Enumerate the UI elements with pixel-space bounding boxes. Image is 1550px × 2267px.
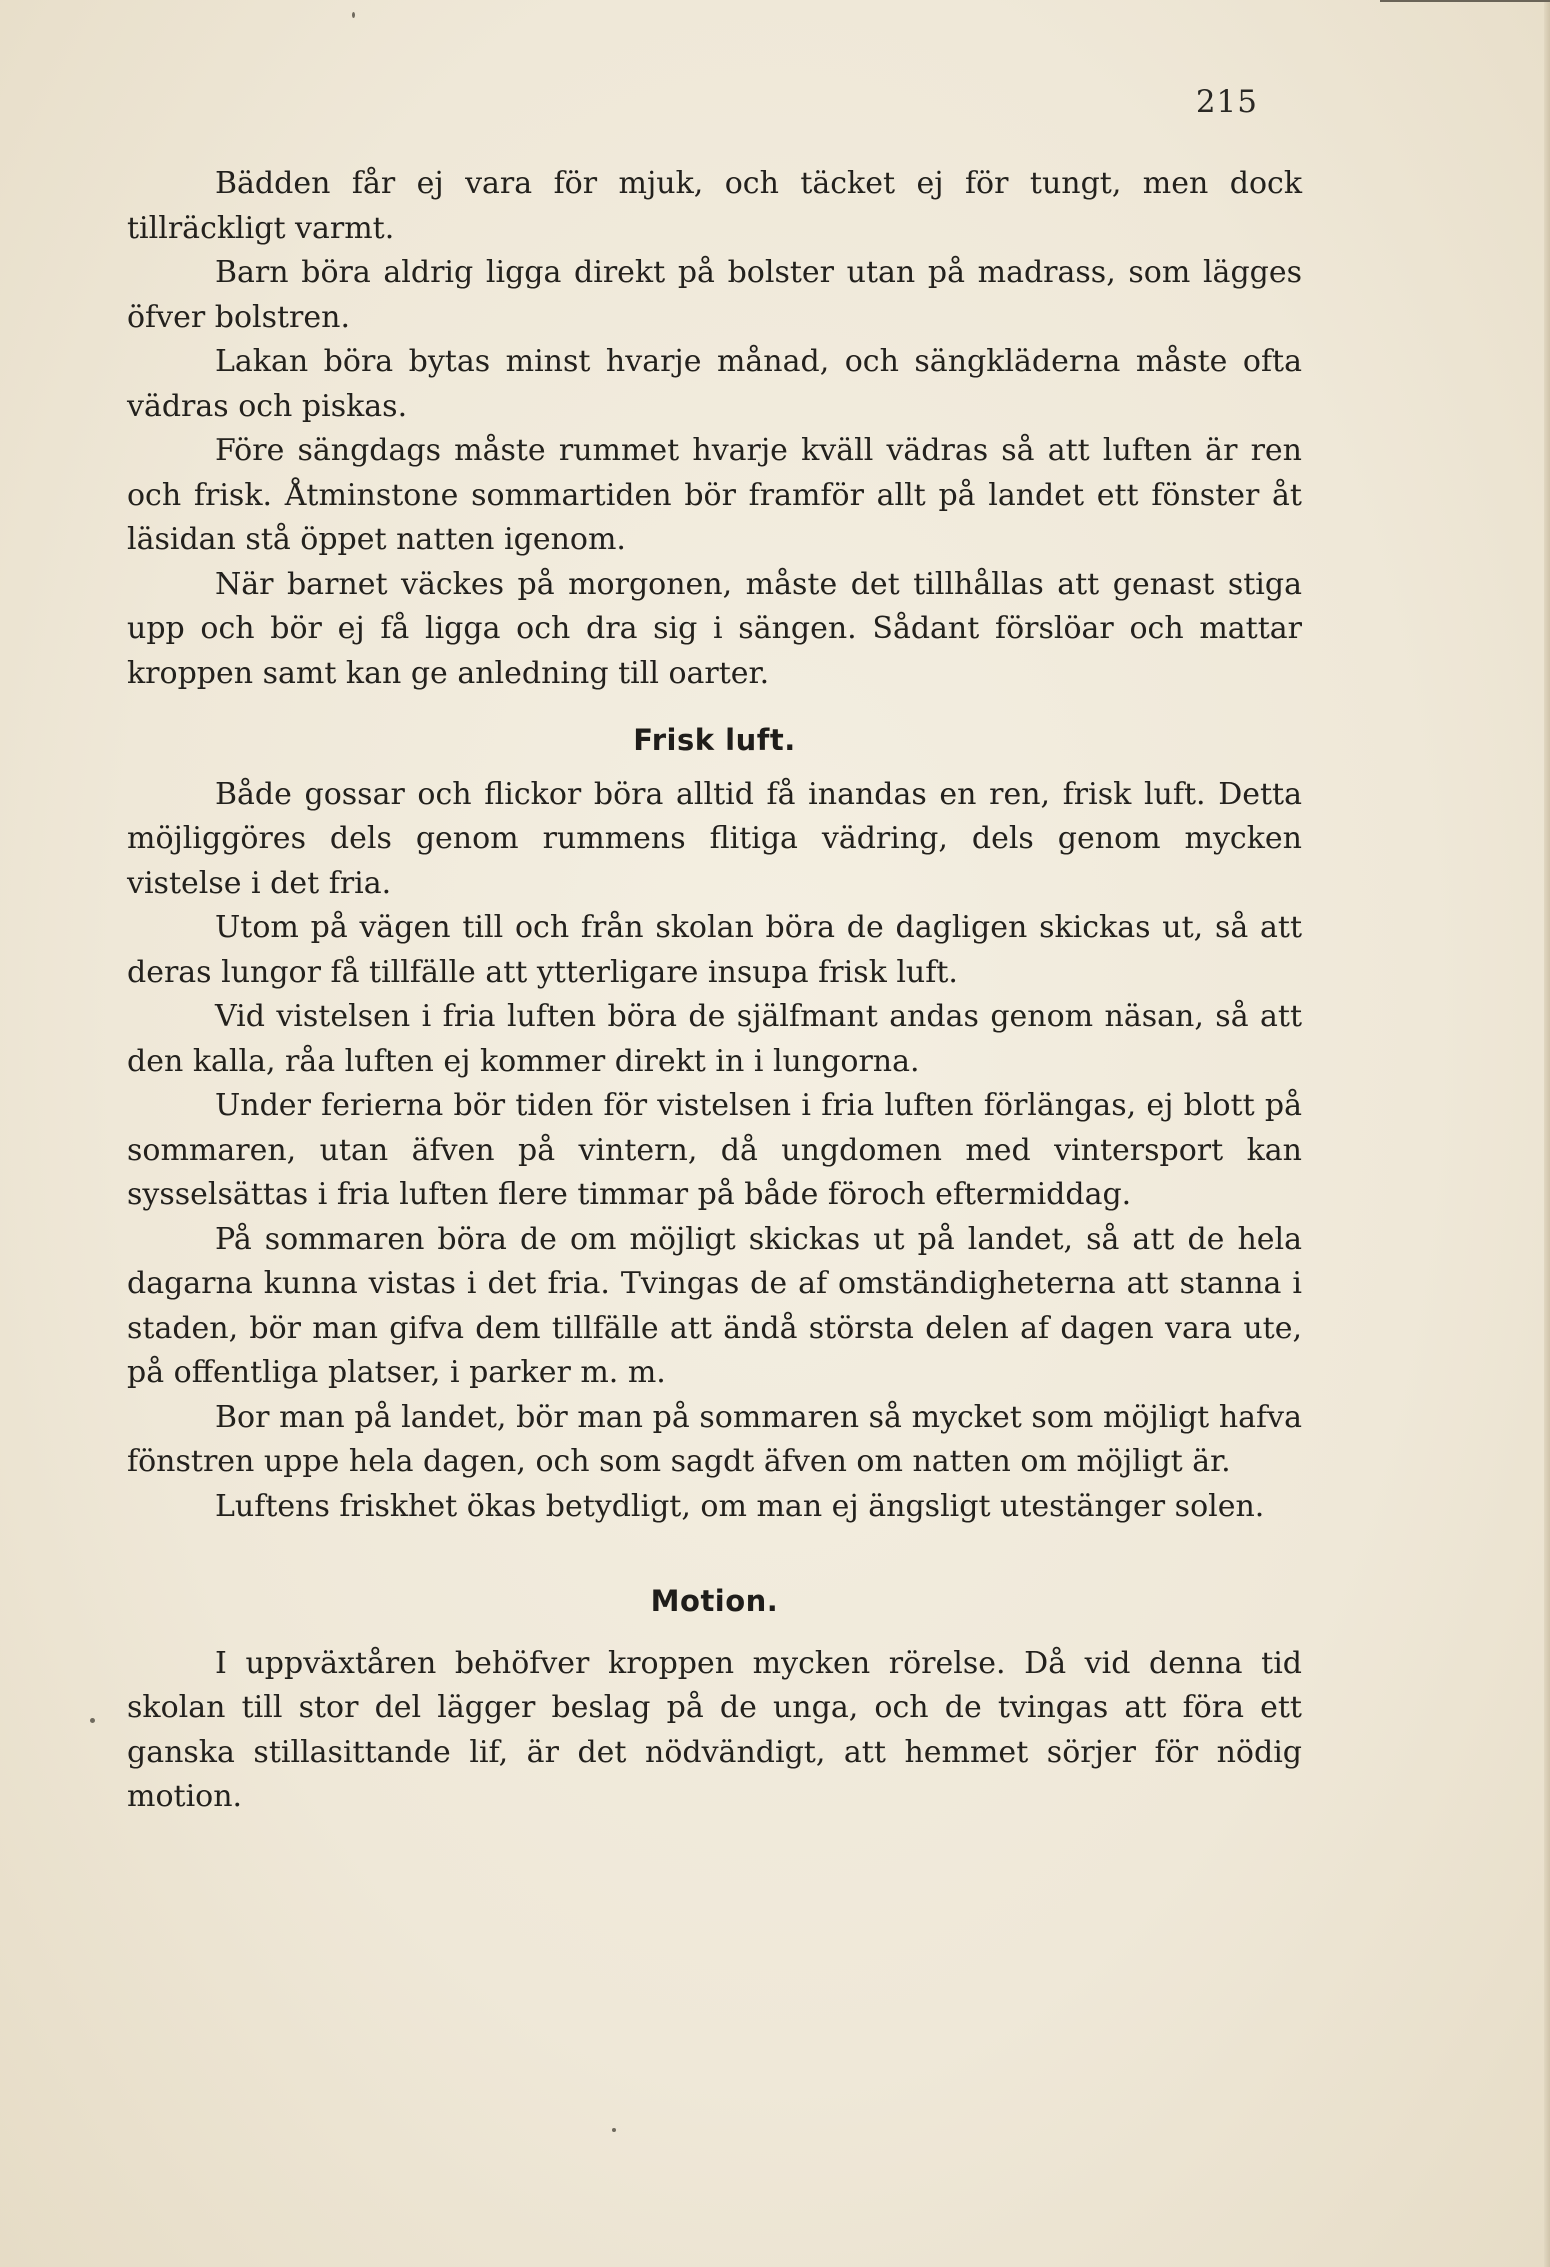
paragraph: Luftens friskhet ökas betydligt, om man ej ängsligt utestänger solen. [215,1488,1265,1524]
paragraph: Bor man på landet, bör man på sommaren så mycket som möjligt hafva fönstren uppe hela dagen, och som sagdt äfven om natten om möjligt är. [127,1399,1302,1479]
paragraph: Under ferierna bör tiden för vistelsen i fria luften förlängas, ej blott på sommaren, utan äfven på vintern, då ungdomen med vintersport kan sysselsättas i fria luften flere timmar på både förоch eftermiddag. [127,1088,1302,1212]
paragraph: I uppväxtåren behöfver kroppen mycken rörelse. Då vid denna tid skolan till stor del lägger beslag på de unga, och de tvingas att föra ett ganska stillasittande lif, är det nödvändigt, att hemmet sörjer för nödig motion. [127,1645,1302,1814]
section-motion [127,1579,1302,1820]
paragraph: På sommaren böra de om möjligt skickas ut på landet, så att de hela dagarna kunna vistas i det fria. Tvingas de af omständigheterna att stanna i staden, bör man gifva dem tillfälle att ändå största delen af dagen vara ute, på offentliga platser, i parker m. m. [127,1221,1302,1390]
paper-speck [90,1718,95,1723]
paragraph: Bädden får ej vara för mjuk, och täcket ej för tungt, men dock tillräckligt varmt. [127,166,1302,246]
paragraph: Vid vistelsen i fria luften böra de själfmant andas genom näsan, så att den kalla, råa luften ej kommer direkt in i lungorna. [127,999,1302,1079]
body-text [127,162,1302,1820]
paragraph: Både gossar och flickor böra alltid få inandas en ren, frisk luft. Detta möjliggöres dels genom rummens flitiga vädring, dels genom mycken vistelse i det fria. [127,776,1302,901]
paragraph: Lakan böra bytas minst hvarje månad, och sängkläderna måste ofta vädras och piskas. [127,344,1302,424]
section-heading: Motion. [650,1584,779,1618]
paragraph: Utom på vägen till och från skolan böra de dagligen skickas ut, så att deras lungor få tillfälle att ytterligare insupa frisk luft. [127,910,1302,990]
section-heading: Frisk luft. [633,723,796,757]
paper-speck [352,12,355,18]
page-edge [1544,0,1550,2267]
paper-speck [612,2128,616,2132]
section-frisk-luft [127,718,1302,1529]
page-number: 215 [1195,84,1258,120]
paragraph: Före sängdags måste rummet hvarje kväll vädras så att luften är ren och frisk. Åtminstone sommartiden bör framför allt på landet ett fönster åt läsidan stå öppet natten igenom. [127,433,1302,557]
paragraph: När barnet väckes på morgonen, måste det tillhållas att genast stiga upp och bör ej få ligga och dra sig i sängen. Sådant förslöar och mattar kroppen samt kan ge anledning till oarter. [127,566,1302,691]
top-rule [1380,0,1550,2]
paragraph: Barn böra aldrig ligga direkt på bolster utan på madrass, som lägges öfver bolstren. [127,255,1302,335]
section-bedding [127,162,1302,696]
